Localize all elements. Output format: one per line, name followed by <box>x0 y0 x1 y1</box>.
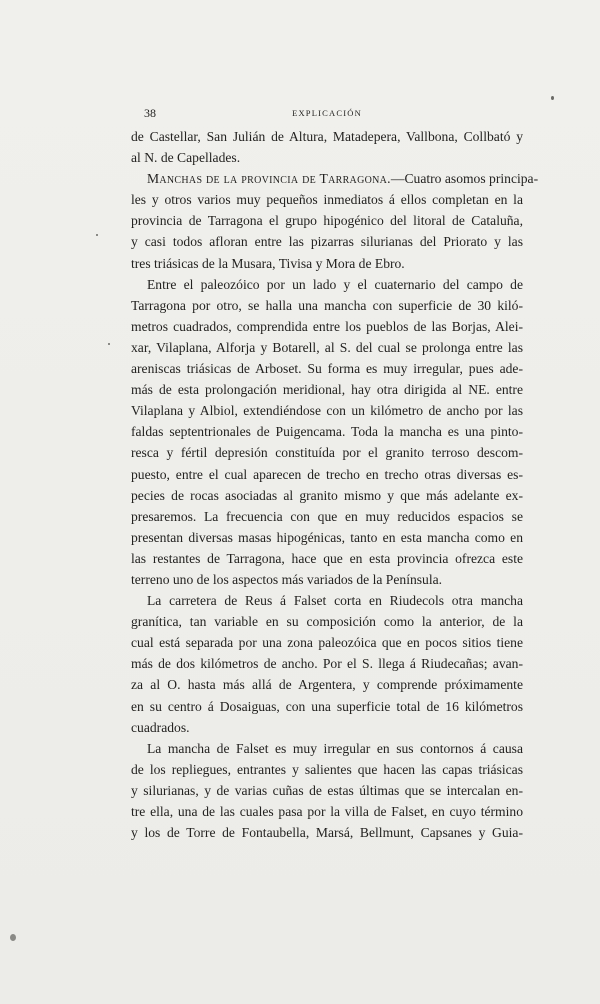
paragraph-1 <box>131 126 523 168</box>
text-line: tres triásicas de la Musara, Tivisa y Mora de Ebro. <box>131 255 405 271</box>
text-line: al N. de Capellades. <box>131 150 241 166</box>
text-line: y casi todos afloran entre las pizarras silurianas del Priorato y las <box>131 234 523 250</box>
page-number: 38 <box>144 106 156 120</box>
text-line: tre ella, una de las cuales pasa por la villa de Falset, en cuyo término <box>131 804 523 819</box>
paragraph-2 <box>131 168 539 273</box>
text-line: pecies de rocas asociadas al granito mismo y que más adelante ex- <box>131 487 523 503</box>
text-line <box>131 168 539 189</box>
paragraph-5 <box>131 738 523 843</box>
text-line: más de dos kilómetros de ancho. Por el S. llega á Riudecañas; avan- <box>131 656 523 672</box>
text-line: y los de Torre de Fontaubella, Marsá, Bellmunt, Capsanes y Guia- <box>131 825 523 841</box>
text-line: xar, Vilaplana, Alforja y Botarell, al S. del cual se prolonga entre las <box>131 339 523 355</box>
text-line: La carretera de Reus á Falset corta en Riudecols otra mancha <box>147 593 523 609</box>
paragraph-4 <box>131 590 523 738</box>
text-line: les y otros varios muy pequeños inmediatos á ellos completan en la <box>131 192 523 208</box>
text-line: za al O. hasta más allá de Argentera, y comprende próximamente <box>131 677 523 693</box>
text-line: presentan diversas masas hipogénicas, tanto en esta mancha como en <box>131 529 523 545</box>
text-line: de Castellar, San Julián de Altura, Matadepera, Vallbona, Collbató y <box>131 129 523 144</box>
page-header <box>131 106 523 122</box>
text-line: en su centro á Dosaiguas, con una superficie total de 16 kilómetros <box>131 698 523 714</box>
ink-speck <box>96 234 98 236</box>
text-line: faldas septentrionales de Puigencama. Toda la mancha es una pinto- <box>131 424 523 440</box>
text-line: Vilaplana y Albiol, extendiéndose con un kilómetro de ancho por las <box>131 403 523 419</box>
text-line: La mancha de Falset es muy irregular en sus contornos á causa <box>147 740 523 756</box>
text-line: las restantes de Tarragona, hace que en esta provincia ofrezca este <box>131 550 523 566</box>
text-line: Entre el paleozóico por un lado y el cuaternario del campo de <box>147 276 523 292</box>
text-line: cuadrados. <box>131 719 190 735</box>
text-line: presaremos. La frecuencia con que en muy reducidos espacios se <box>131 508 523 524</box>
text-line: puesto, entre el cual aparecen de trecho en trecho otras diversas es- <box>131 466 523 482</box>
running-title: EXPLICACIÓN <box>292 108 362 118</box>
ink-speck <box>10 934 16 941</box>
ink-speck <box>551 96 554 100</box>
text-line: y silurianas, y de varias cuñas de estas últimas que se intercalan en- <box>131 782 523 798</box>
paragraph-3 <box>131 274 523 590</box>
text-line: de los repliegues, entrantes y salientes que hacen las capas triásicas <box>131 761 523 777</box>
text-line: metros cuadrados, comprendida entre los pueblos de las Borjas, Alei- <box>131 318 523 334</box>
text-line: terreno uno de los aspectos más variados de la Península. <box>131 571 443 587</box>
text-line: areniscas triásicas de Arboset. Su forma es muy irregular, pues ade- <box>131 361 523 377</box>
text-line: cual está separada por una zona paleozóica que en pocos sitios tiene <box>131 635 523 651</box>
text-line: más de esta prolongación meridional, hay otra dirigida al NE. entre <box>131 382 523 398</box>
section-heading: Manchas de la provincia de Tarragona. <box>147 171 391 187</box>
text-line: resca y fértil depresión constituída por el granito terroso descom- <box>131 445 523 461</box>
text-line: granítica, tan variable en su composición como la anterior, de la <box>131 614 523 630</box>
ink-speck <box>108 343 110 345</box>
text-line: provincia de Tarragona el grupo hipogénico del litoral de Cataluña, <box>131 213 523 229</box>
text-line-rest: —Cuatro asomos principa- <box>390 171 539 187</box>
text-line: Tarragona por otro, se halla una mancha con superficie de 30 kiló- <box>131 297 523 313</box>
body-text <box>131 126 539 843</box>
